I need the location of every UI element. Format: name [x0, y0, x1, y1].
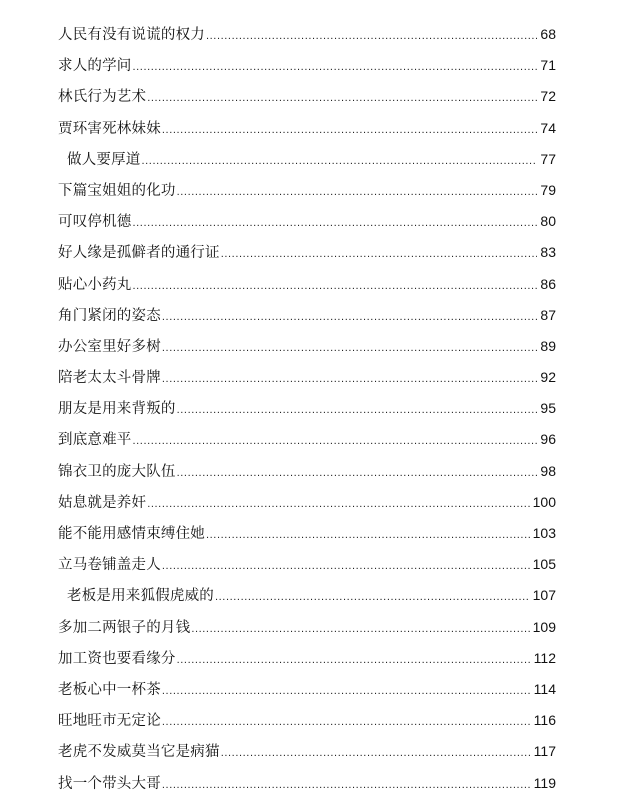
table-of-contents — [58, 19, 556, 799]
toc-entry[interactable] — [58, 549, 556, 580]
toc-dot-leader — [162, 333, 538, 364]
toc-entry[interactable] — [58, 643, 556, 674]
toc-entry-title: 到底意难平 — [58, 432, 132, 449]
toc-dot-leader — [133, 52, 538, 83]
toc-dot-leader — [133, 271, 538, 302]
toc-entry-page: 96 — [540, 431, 556, 448]
toc-entry-page: 119 — [533, 774, 556, 791]
toc-entry-page: 116 — [533, 712, 556, 729]
toc-entry-page: 89 — [540, 337, 556, 354]
toc-entry-title: 下篇宝姐姐的化功 — [58, 182, 176, 199]
toc-entry-page: 92 — [540, 369, 556, 386]
toc-entry[interactable] — [58, 50, 556, 81]
toc-entry[interactable] — [58, 456, 556, 487]
toc-entry-page: 79 — [540, 181, 556, 198]
toc-entry-page: 103 — [532, 525, 556, 541]
toc-entry-page: 105 — [532, 556, 556, 573]
toc-dot-leader — [206, 520, 530, 551]
toc-entry-title: 找一个带头大哥 — [58, 775, 161, 792]
toc-entry[interactable] — [58, 736, 556, 767]
toc-dot-leader — [142, 146, 538, 177]
toc-entry-title: 老虎不发威莫当它是病猫 — [58, 744, 220, 761]
toc-entry-page: 68 — [540, 26, 556, 42]
toc-dot-leader — [191, 614, 529, 645]
toc-entry-title: 林氏行为艺术 — [58, 89, 147, 106]
toc-entry[interactable] — [58, 331, 556, 362]
toc-entry-title: 旺地旺市无定论 — [58, 713, 161, 730]
toc-entry[interactable] — [58, 144, 556, 175]
toc-entry-title: 锦衣卫的庞大队伍 — [58, 463, 176, 480]
toc-entry-title: 能不能用感情束缚住她 — [58, 526, 205, 542]
toc-entry[interactable] — [58, 768, 556, 799]
toc-entry-title: 朋友是用来背叛的 — [58, 401, 176, 418]
toc-entry-page: 71 — [540, 57, 556, 74]
toc-entry-title: 加工资也要看缘分 — [58, 650, 176, 667]
toc-entry-title: 贴心小药丸 — [58, 276, 132, 293]
toc-entry-page: 100 — [532, 493, 556, 510]
toc-dot-leader — [177, 177, 538, 208]
toc-entry[interactable] — [58, 424, 556, 455]
toc-entry[interactable] — [58, 237, 556, 268]
toc-entry-title: 做人要厚道 — [67, 151, 141, 168]
toc-entry-page: 112 — [533, 649, 556, 666]
toc-entry-page: 98 — [540, 462, 556, 479]
toc-entry-title: 贾环害死林妹妹 — [58, 120, 161, 137]
toc-entry[interactable] — [58, 362, 556, 393]
toc-entry[interactable] — [58, 393, 556, 424]
toc-entry[interactable] — [58, 113, 556, 144]
toc-entry-title: 老板是用来狐假虎威的 — [67, 588, 214, 605]
toc-dot-leader — [177, 645, 531, 676]
toc-entry-page: 87 — [540, 306, 556, 323]
toc-dot-leader — [147, 489, 529, 520]
toc-entry-title: 人民有没有说谎的权力 — [58, 27, 205, 43]
toc-entry[interactable] — [58, 612, 556, 643]
toc-dot-leader — [221, 738, 531, 769]
toc-entry[interactable] — [58, 175, 556, 206]
toc-dot-leader — [133, 208, 538, 239]
toc-entry-title: 立马卷铺盖走人 — [58, 557, 161, 574]
toc-entry-title: 角门紧闭的姿态 — [58, 307, 161, 324]
toc-entry[interactable] — [58, 705, 556, 736]
toc-dot-leader — [215, 582, 530, 613]
toc-entry-title: 好人缘是孤僻者的通行证 — [58, 245, 220, 262]
toc-dot-leader — [162, 676, 531, 707]
toc-dot-leader — [162, 302, 538, 333]
toc-entry-title: 求人的学问 — [58, 58, 132, 75]
toc-entry-title: 老板心中一杯茶 — [58, 681, 161, 698]
toc-dot-leader — [162, 770, 531, 801]
toc-entry-title: 姑息就是养奸 — [58, 494, 147, 511]
toc-entry-page: 72 — [540, 88, 556, 105]
toc-entry-title: 多加二两银子的月钱 — [58, 619, 191, 636]
toc-dot-leader — [221, 239, 538, 270]
toc-entry-title: 陪老太太斗骨牌 — [58, 370, 161, 387]
toc-entry-page: 114 — [533, 680, 556, 697]
toc-entry[interactable] — [58, 487, 556, 518]
toc-dot-leader — [162, 115, 538, 146]
toc-entry-page: 117 — [533, 743, 556, 760]
toc-entry[interactable] — [58, 19, 556, 50]
toc-entry-page: 107 — [532, 587, 556, 604]
toc-entry[interactable] — [58, 674, 556, 705]
toc-entry-page: 109 — [532, 618, 556, 635]
toc-entry[interactable] — [58, 580, 556, 611]
toc-entry-page: 77 — [540, 150, 556, 167]
toc-entry-page: 95 — [540, 400, 556, 417]
toc-dot-leader — [177, 458, 538, 489]
toc-entry-page: 83 — [540, 244, 556, 261]
toc-dot-leader — [177, 395, 538, 426]
toc-dot-leader — [147, 83, 537, 114]
toc-entry[interactable] — [58, 518, 556, 549]
toc-entry-title: 办公室里好多树 — [58, 338, 161, 355]
toc-entry-page: 74 — [540, 119, 556, 136]
toc-entry[interactable] — [58, 206, 556, 237]
toc-entry[interactable] — [58, 269, 556, 300]
toc-entry-page: 80 — [540, 213, 556, 230]
toc-dot-leader — [162, 707, 531, 738]
toc-entry-title: 可叹停机德 — [58, 214, 132, 231]
toc-dot-leader — [133, 426, 538, 457]
toc-dot-leader — [206, 21, 537, 52]
toc-dot-leader — [162, 364, 538, 395]
toc-entry-page: 86 — [540, 275, 556, 292]
toc-entry[interactable] — [58, 81, 556, 112]
toc-dot-leader — [162, 551, 530, 582]
toc-entry[interactable] — [58, 300, 556, 331]
